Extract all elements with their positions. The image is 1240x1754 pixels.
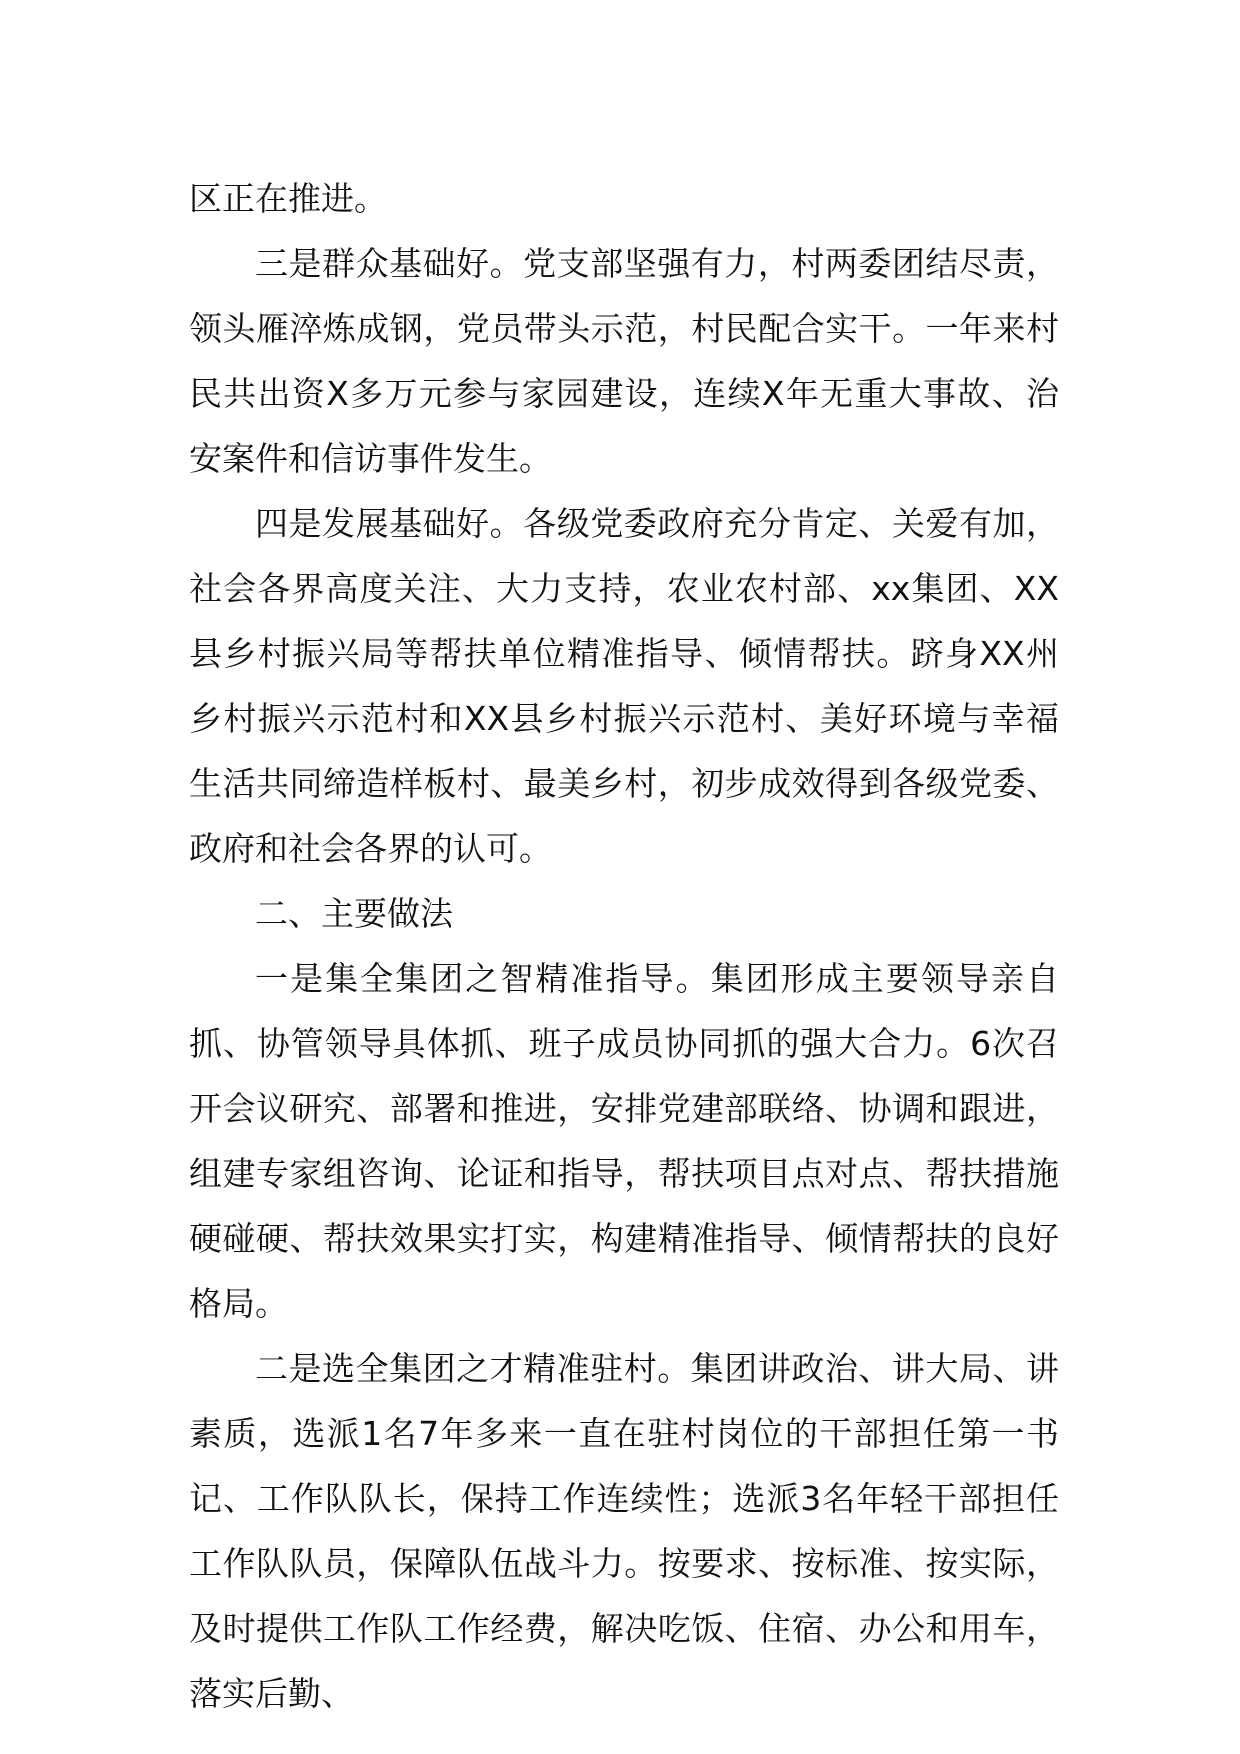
paragraph-continuation: 区正在推进。 (189, 179, 387, 218)
paragraph-mass-foundation: 三是群众基础好。党支部坚强有力，村两委团结尽责，领头雁淬炼成钢，党员带头示范，村民配合实干。一年来村民共出资X多万元参与家园建设，连续X年无重大事故、治安案件和信访事件发生。 (189, 244, 1059, 478)
section-heading-main-practices: 二、主要做法 (255, 894, 453, 933)
document-body (189, 166, 1059, 1726)
paragraph-precise-stationing: 二是选全集团之才精准驻村。集团讲政治、讲大局、讲素质，选派1名7年多来一直在驻村岗位的干部担任第一书记、工作队队长，保持工作连续性；选派3名年轻干部担任工作队队员，保障队伍战斗力。按要求、按标准、按实际，及时提供工作队工作经费，解决吃饭、住宿、办公和用车，落实后勤、 (189, 1349, 1059, 1713)
paragraph-development-foundation: 四是发展基础好。各级党委政府充分肯定、关爱有加，社会各界高度关注、大力支持，农业农村部、xx集团、XX县乡村振兴局等帮扶单位精准指导、倾情帮扶。跻身XX州乡村振兴示范村和XX县乡村振兴示范村、美好环境与幸福生活共同缔造样板村、最美乡村，初步成效得到各级党委、政府和社会各界的认可。 (189, 504, 1059, 868)
paragraph-precise-guidance: 一是集全集团之智精准指导。集团形成主要领导亲自抓、协管领导具体抓、班子成员协同抓的强大合力。6次召开会议研究、部署和推进，安排党建部联络、协调和跟进，组建专家组咨询、论证和指导，帮扶项目点对点、帮扶措施硬碰硬、帮扶效果实打实，构建精准指导、倾情帮扶的良好格局。 (189, 959, 1059, 1323)
